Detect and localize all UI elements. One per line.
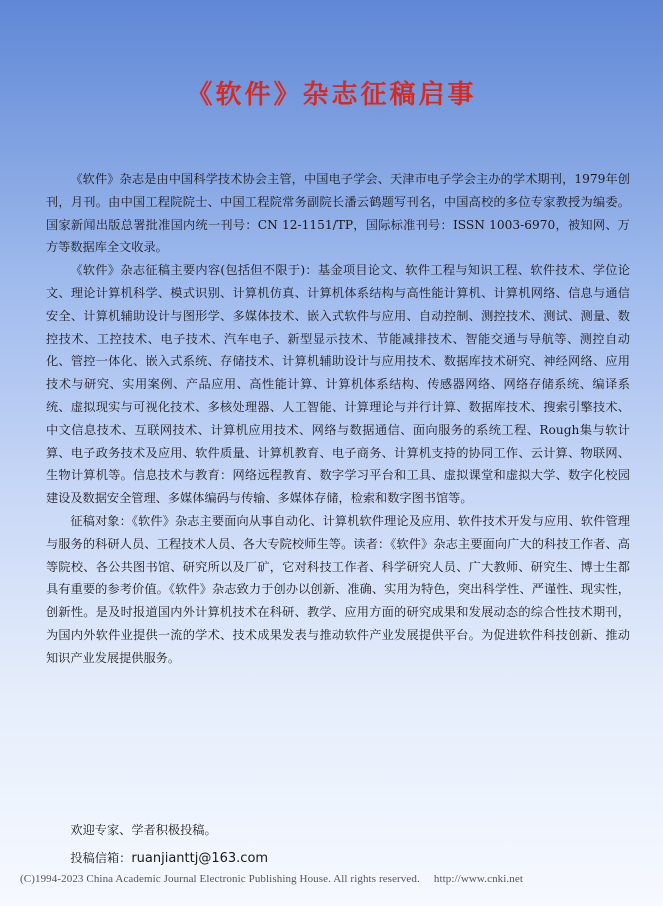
- welcome-line: 欢迎专家、学者积极投稿。: [70, 823, 217, 837]
- copyright-text: (C)1994-2023 China Academic Journal Electronic Publishing House. All rights reserved.: [20, 873, 420, 885]
- email-label: 投稿信箱：: [70, 851, 132, 865]
- copyright-notice: [20, 873, 523, 885]
- submission-email[interactable]: ruanjianttj@163.com: [131, 851, 269, 866]
- paragraph-intro: 《软件》杂志是由中国科学技术协会主管，中国电子学会、天津市电子学会主办的学术期刊，1979年创刊，月刊。由中国工程院院士、中国工程院常务副院长潘云鹤题写刊名，中国高校的多位专家教授为编委。国家新闻出版总署批准国内统一刊号：CN 12-1151/TP，国际标准刊号：ISSN 1003-6970，被知网、万方等数据库全文收录。: [46, 172, 630, 255]
- announcement-body: [46, 168, 630, 670]
- page-title: 《软件》杂志征稿启事: [186, 80, 477, 111]
- paragraph-audience: 征稿对象：《软件》杂志主要面向从事自动化、计算机软件理论及应用、软件技术开发与应用、软件管理与服务的科研人员、工程技术人员、各大专院校师生等。读者：《软件》杂志主要面向广大的科技工作者、高等院校、各公共图书馆、研究所以及厂矿，它对科技工作者、科学研究人员、广大教师、研究生、博士生都具有重要的参考价值。《软件》杂志致力于创办以创新、准确、实用为特色，突出科学性、严谨性、现实性，创新性。是及时报道国内外计算机技术在科研、教学、应用方面的研究成果和发展动态的综合性技术期刊，为国内外软件业提供一流的学术、技术成果发表与推动软件产业发展提供平台。为促进软件科技创新、推动知识产业发展提供服务。: [46, 513, 630, 665]
- cnki-link[interactable]: http://www.cnki.net: [433, 873, 524, 885]
- paragraph-topics: 《软件》杂志征稿主要内容(包括但不限于)：基金项目论文、软件工程与知识工程、软件技术、学位论文、理论计算机科学、模式识别、计算机仿真、计算机体系结构与高性能计算机、计算机网络、信息与通信安全、计算机辅助设计与图形学、多媒体技术、嵌入式软件与应用、自动控制、测控技术、测试、测量、数控技术、工控技术、电子技术、汽车电子、新型显示技术、节能减排技术、智能交通与导航等、测控自动化、管控一体化、嵌入式系统、存储技术、计算机辅助设计与应用技术、数据库技术研究、神经网络、应用技术与研究、实用案例、产品应用、高性能计算、计算机体系结构、传感器网络、网络存储系统、编译系统、虚拟现实与可视化技术、多核处理器、人工智能、计算理论与并行计算、数据库技术、搜索引擎技术、中文信息技术、互联网技术、计算机应用技术、网络与数据通信、面向服务的系统工程、Rough集与软计算、电子政务技术及应用、软件质量、计算机教育、电子商务、计算机支持的协同工作、云计算、物联网、生物计算机等。信息技术与教育：网络远程教育、数字学习平台和工具、虚拟课堂和虚拟大学、数字化校园建设及数据安全管理、多媒体编码与传输、多媒体存储，检索和数字图书馆等。: [46, 263, 630, 506]
- closing-block: [46, 816, 630, 873]
- submission-email-line: [46, 844, 630, 873]
